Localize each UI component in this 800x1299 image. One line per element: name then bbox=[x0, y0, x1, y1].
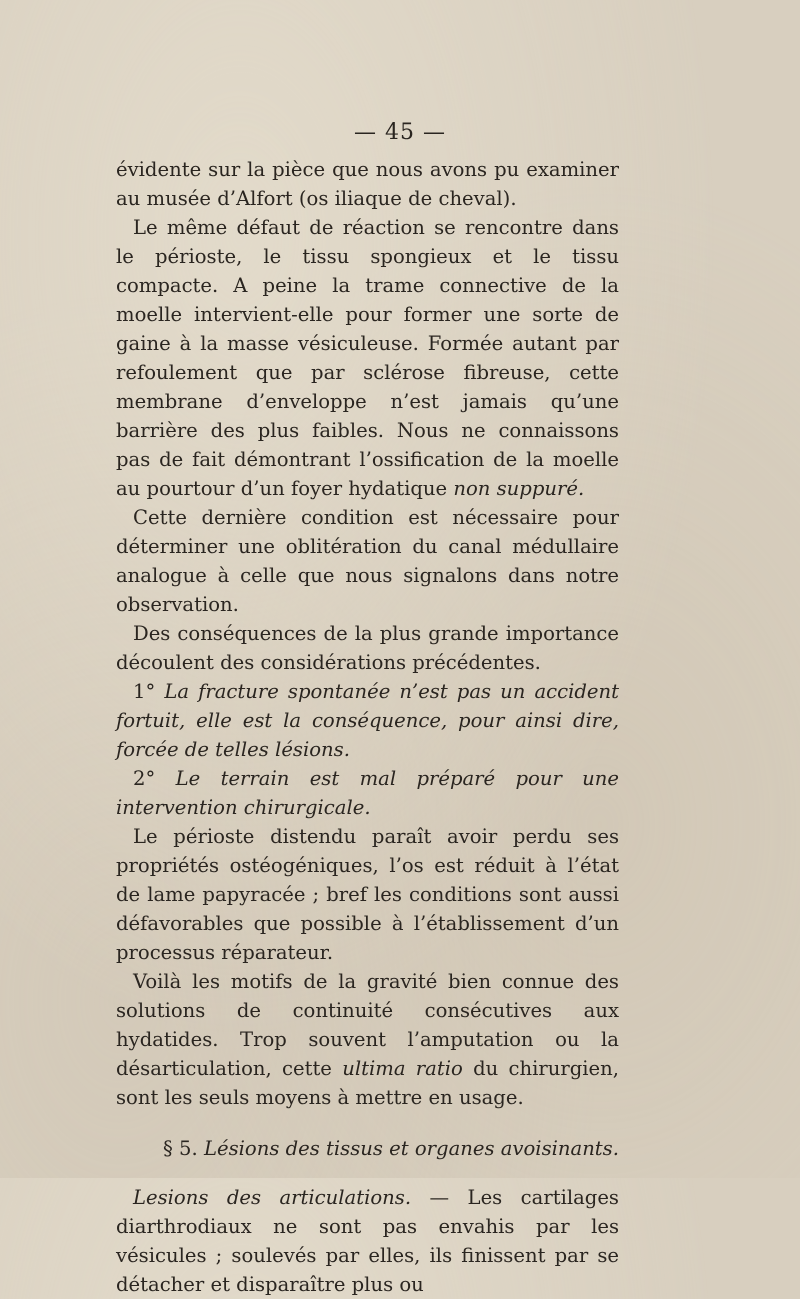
paragraph-5-prefix: 1° bbox=[133, 680, 156, 703]
paragraph-7: Le périoste distendu paraît avoir perdu ses propriétés ostéogéniques, l’os est réduit à l’état de lame papyracée ; bref les conditions sont aussi défavorables que possible à l’établissement d’un processus réparateur. bbox=[116, 825, 619, 964]
section-heading-title: Lésions des tissus et organes avoisinants. bbox=[203, 1137, 619, 1160]
paragraph-1: évidente sur la pièce que nous avons pu examiner au musée d’Alfort (os iliaque de cheval). bbox=[116, 158, 619, 210]
paragraph-6 bbox=[116, 764, 619, 822]
paragraph-6-prefix: 2° bbox=[133, 767, 156, 790]
paragraph-8-italic: ultima ratio bbox=[342, 1057, 463, 1080]
page-number: — 45 — bbox=[354, 120, 446, 145]
paragraph-4: Des conséquences de la plus grande importance découlent des considérations précédentes. bbox=[116, 622, 619, 674]
paragraph-5 bbox=[116, 677, 619, 764]
paragraph-3: Cette dernière condition est nécessaire pour déterminer une oblitération du canal médullaire analogue à celle que nous signalons dans notre observation. bbox=[116, 506, 619, 616]
section-heading-prefix: § 5. bbox=[163, 1137, 198, 1160]
section-heading bbox=[116, 1134, 619, 1163]
paragraph-9 bbox=[116, 1183, 619, 1299]
paragraph-9-text: — Les cartilages diarthrodiaux ne sont pas envahis par les vésicules ; soulevés par elles, ils finissent par se détacher et disparaître plus ou bbox=[116, 1186, 619, 1296]
paragraph-2 bbox=[116, 213, 619, 503]
paragraph-9-italic: Lesions des articulations. bbox=[133, 1186, 412, 1209]
body-text bbox=[116, 155, 619, 1299]
paragraph-5-italic: La fracture spontanée n’est pas un accident fortuit, elle est la conséquence, pour ainsi dire, forcée de telles lésions. bbox=[116, 680, 619, 761]
paragraph-8 bbox=[116, 967, 619, 1112]
paragraph-2-italic: non suppuré. bbox=[453, 477, 585, 500]
paragraph-2-text: Le même défaut de réaction se rencontre dans le périoste, le tissu spongieux et le tissu compacte. A peine la trame connective de la moelle intervient-elle pour former une sorte de gaine à la masse vésiculeuse. Formée autant par refoulement que par sclérose fibreuse, cette membrane d’enveloppe n’est jamais qu’une barrière des plus faibles. Nous ne connaissons pas de fait démontrant l’ossification de la moelle au pourtour d’un foyer hydatique bbox=[116, 216, 619, 500]
paragraph-8-text-b: du chirurgien, sont les seuls moyens à mettre en usage. bbox=[116, 1057, 619, 1109]
paragraph-8-text-a: Voilà les motifs de la gravité bien connue des solutions de continuité consécutives aux hydatides. Trop souvent l’amputation ou la désarticulation, cette bbox=[116, 970, 619, 1080]
paragraph-6-italic: Le terrain est mal préparé pour une intervention chirurgicale. bbox=[116, 767, 619, 819]
